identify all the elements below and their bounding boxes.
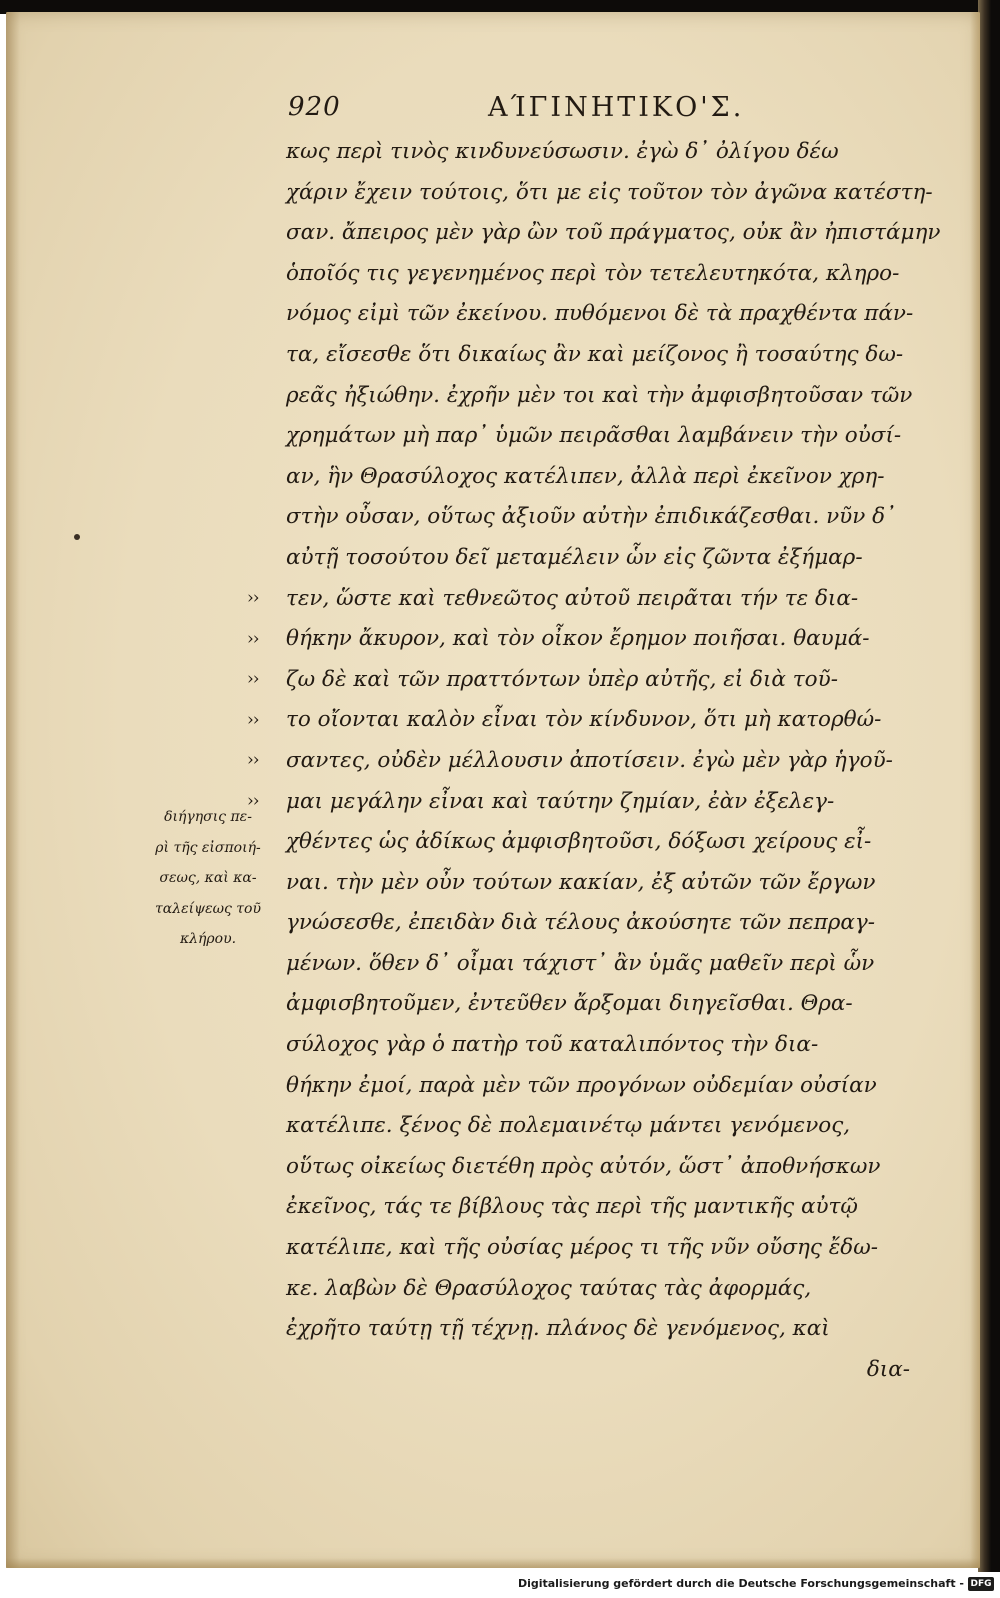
running-head xyxy=(288,92,768,132)
text-line: αὐτῇ τοσούτου δεῖ μεταμέλειν ὧν εἰς ζῶντα ἐξήμαρ- xyxy=(286,544,863,570)
quote-mark: ›› xyxy=(247,790,259,811)
text-line: μένων. ὅθεν δ᾽ οἶμαι τάχιστ᾽ ἂν ὑμᾶς μαθεῖν περὶ ὧν xyxy=(286,950,875,976)
marginal-note-line: ρὶ τῆς εἰσποιή- xyxy=(155,839,261,856)
text-line: κατέλιπε. ξένος δὲ πολεμαινέτῳ μάντει γενόμενος, xyxy=(286,1113,851,1139)
text-line: ἀμφισβητοῦμεν, ἐντεῦθεν ἄρξομαι διηγεῖσθαι. Θρα- xyxy=(286,991,853,1017)
scan-frame-right xyxy=(978,0,1000,1572)
text-line: τεν, ὥστε καὶ τεθνεῶτος αὐτοῦ πειρᾶται τήν τε δια- xyxy=(286,585,859,611)
funding-credit: Digitalisierung gefördert durch die Deutsche Forschungsgemeinschaft - xyxy=(517,1577,964,1590)
marginal-note-line: διήγησις πε- xyxy=(164,809,252,825)
text-line: ἐχρῆτο ταύτῃ τῇ τέχνῃ. πλάνος δὲ γενόμενος, καὶ xyxy=(286,1316,830,1342)
quotation-marks xyxy=(247,578,275,822)
page-number: 920 xyxy=(288,92,341,122)
text-line: σαντες, οὐδὲν μέλλουσιν ἀποτίσειν. ἐγὼ μὲν γὰρ ἡγοῦ- xyxy=(286,747,893,773)
text-line: σαν. ἄπειρος μὲν γὰρ ὢν τοῦ πράγματος, οὐκ ἂν ἠπιστάμην xyxy=(286,220,941,246)
text-line: δια- xyxy=(866,1356,910,1382)
ink-spot xyxy=(74,534,80,540)
page-edge-shadow xyxy=(6,1558,980,1568)
text-line: κατέλιπε, καὶ τῆς οὐσίας μέρος τι τῆς νῦν οὔσης ἔδω- xyxy=(286,1235,879,1261)
text-line: ἐκεῖνος, τάς τε βίβλους τὰς περὶ τῆς μαντικῆς αὐτῷ xyxy=(286,1194,858,1220)
text-line: κε. λαβὼν δὲ Θρασύλοχος ταύτας τὰς ἀφορμάς, xyxy=(286,1275,812,1301)
text-line: το οἴονται καλὸν εἶναι τὸν κίνδυνον, ὅτι μὴ κατορθώ- xyxy=(286,707,882,733)
text-line: χάριν ἔχειν τούτοις, ὅτι με εἰς τοῦτον τὸν ἀγῶνα κατέστη- xyxy=(286,179,933,205)
text-line: τα, εἴσεσθε ὅτι δικαίως ἂν καὶ μείζονος ἢ τοσαύτης δω- xyxy=(286,341,904,367)
text-line: ναι. τὴν μὲν οὖν τούτων κακίαν, ἐξ αὐτῶν τῶν ἔργων xyxy=(286,869,876,895)
dfg-logo: DFG xyxy=(968,1577,994,1591)
running-title: ΑΊΓΙΝΗΤΙΚΟ'Σ. xyxy=(488,92,745,123)
quote-mark: ›› xyxy=(247,628,259,649)
quote-mark: ›› xyxy=(247,709,259,730)
marginal-note-line: σεως, καὶ κα- xyxy=(159,870,257,886)
text-line: χρημάτων μὴ παρ᾽ ὑμῶν πειρᾶσθαι λαμβάνειν τὴν οὐσί- xyxy=(286,423,902,449)
text-line: ὁποῖός τις γεγενημένος περὶ τὸν τετελευτηκότα, κληρο- xyxy=(286,260,900,286)
text-line: ρεᾶς ἠξιώθην. ἐχρῆν μὲν τοι καὶ τὴν ἀμφισβητοῦσαν τῶν xyxy=(286,382,913,408)
marginal-note xyxy=(142,802,274,955)
footer-bar xyxy=(0,1572,1000,1598)
text-line: κως περὶ τινὸς κινδυνεύσωσιν. ἐγὼ δ᾽ ὀλίγου δέω xyxy=(286,139,839,164)
page-edge-shadow xyxy=(970,12,980,1568)
text-line: θήκην ἄκυρον, καὶ τὸν οἶκον ἔρημον ποιῆσαι. θαυμά- xyxy=(286,626,870,652)
quote-mark: ›› xyxy=(247,669,259,690)
text-line: αν, ἣν Θρασύλοχος κατέλιπεν, ἀλλὰ περὶ ἐκεῖνον χρη- xyxy=(286,463,885,489)
text-line: στὴν οὖσαν, οὕτως ἀξιοῦν αὐτὴν ἐπιδικάζεσθαι. νῦν δ᾽ xyxy=(286,504,896,530)
quote-mark: ›› xyxy=(247,588,259,608)
text-line: ζω δὲ καὶ τῶν πραττόντων ὑπὲρ αὐτῆς, εἰ διὰ τοῦ- xyxy=(286,666,838,692)
page-edge-shadow xyxy=(6,12,20,1568)
quote-mark: ›› xyxy=(247,750,259,771)
body-text xyxy=(286,132,941,1390)
text-line: θήκην ἐμοί, παρὰ μὲν τῶν προγόνων οὐδεμίαν οὐσίαν xyxy=(286,1072,877,1098)
text-line: χθέντες ὡς ἀδίκως ἀμφισβητοῦσι, δόξωσι χείρους εἶ- xyxy=(286,829,872,855)
text-line: γνώσεσθε, ἐπειδὰν διὰ τέλους ἀκούσητε τῶν πεπραγ- xyxy=(286,910,876,936)
marginal-note-line: ταλείψεως τοῦ xyxy=(155,900,261,917)
text-line: σύλοχος γὰρ ὁ πατὴρ τοῦ καταλιπόντος τὴν δια- xyxy=(286,1032,819,1058)
text-line: οὕτως οἰκείως διετέθη πρὸς αὐτόν, ὥστ᾽ ἀποθνήσκων xyxy=(286,1153,881,1179)
text-line: μαι μεγάλην εἶναι καὶ ταύτην ζημίαν, ἐὰν ἐξελεγ- xyxy=(286,788,835,814)
marginal-note-line: κλήρου. xyxy=(179,931,237,947)
text-line: νόμος εἰμὶ τῶν ἐκείνου. πυθόμενοι δὲ τὰ πραχθέντα πάν- xyxy=(286,301,914,327)
